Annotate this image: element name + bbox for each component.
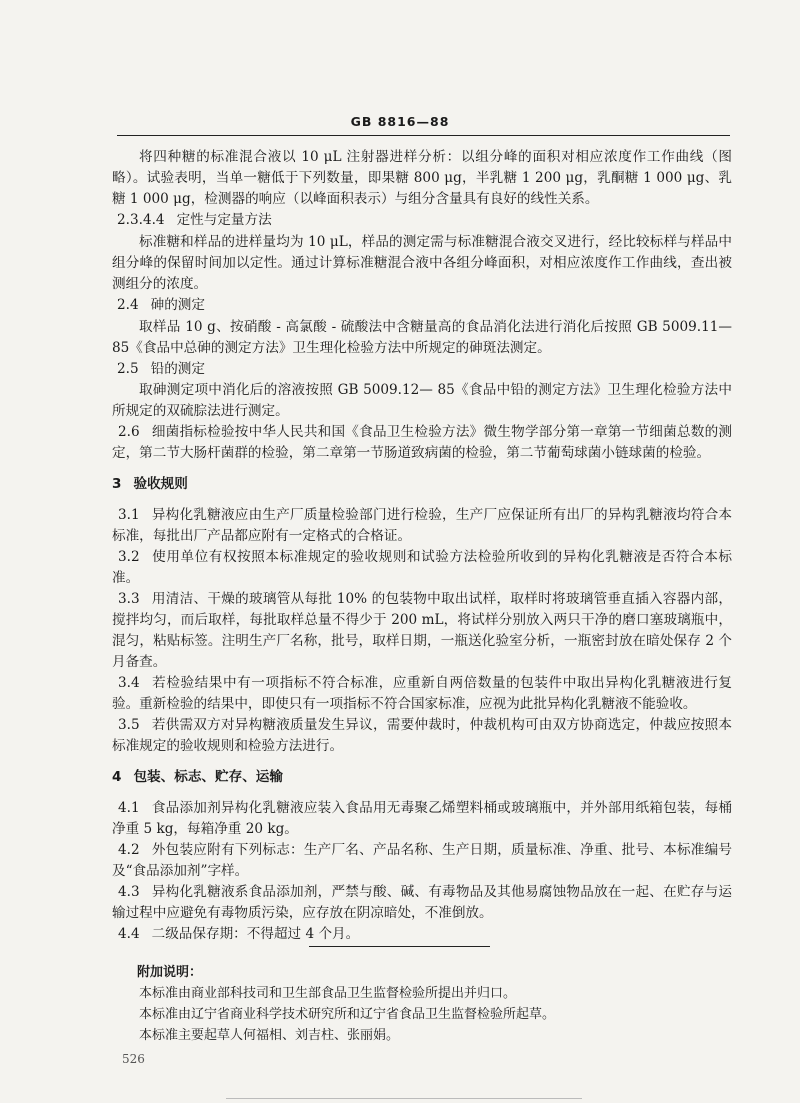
section-number: 2.4 bbox=[117, 297, 139, 313]
clause-number: 3.4 bbox=[118, 675, 140, 691]
paragraph-calibration: 将四种糖的标准混合液以 10 μL 注射器进样分析：以组分峰的面积对相应浓度作工作曲线（图略）。试验表明，当单一糖低于下列数量，即果糖 800 μg，半乳糖 1 200 μg，乳酮糖 1 000 μg、乳糖 1 000 μg，检测器的响应（以峰面积表示）与组分含量具有良好的线性关系。 bbox=[112, 149, 732, 207]
clause-text: 食品添加剂异构化乳糖液应装入食品用无毒聚乙烯塑料桶或玻璃瓶中，并外部用纸箱包装，每桶净重 5 kg，每箱净重 20 kg。 bbox=[112, 800, 732, 837]
note-line: 本标准由商业部科技司和卫生部食品卫生监督检验所提出并归口。 bbox=[139, 986, 517, 1001]
section-2-3-4-4 bbox=[117, 210, 727, 231]
clause-4-4 bbox=[112, 924, 732, 945]
clause-number: 4.1 bbox=[118, 800, 140, 816]
clause-number: 3.2 bbox=[118, 549, 140, 565]
note-line: 本标准由辽宁省商业科学技术研究所和辽宁省食品卫生监督检验所起草。 bbox=[139, 1007, 556, 1022]
footnote-rule bbox=[309, 946, 490, 947]
clause-number: 4.4 bbox=[118, 926, 140, 942]
clause-text: 二级品保存期：不得超过 4 个月。 bbox=[151, 926, 360, 942]
section-2-5 bbox=[117, 359, 727, 380]
clause-text: 用清洁、干燥的玻璃管从每批 10% 的包装物中取出试样，取样时将玻璃管垂直插入容器内部，搅拌均匀，而后取样，每批取样总量不得少于 200 mL，将试样分别放入两只干净的磨口塞玻璃瓶中，混匀，粘贴标签。注明生产厂名称，批号，取样日期，一瓶送化验室分析，一瓶密封放在暗处保存 2 个月备查。 bbox=[112, 591, 732, 670]
heading-section-3 bbox=[112, 474, 732, 495]
section-2-4 bbox=[117, 295, 727, 316]
clause-3-1 bbox=[112, 505, 732, 547]
clause-4-3 bbox=[112, 882, 732, 924]
clause-3-5 bbox=[112, 715, 732, 757]
heading-title: 验收规则 bbox=[133, 476, 188, 492]
clause-text: 异构化乳糖液系食品添加剂，严禁与酸、碱、有毒物品及其他易腐蚀物品放在一起、在贮存与运输过程中应避免有毒物质污染，应存放在阴凉暗处，不准倒放。 bbox=[112, 884, 732, 921]
notes-title: 附加说明： bbox=[137, 965, 203, 980]
clause-3-4 bbox=[112, 673, 732, 715]
standard-code-header: GB 8816—88 bbox=[350, 114, 450, 129]
clause-3-3 bbox=[112, 589, 732, 673]
paragraph-qualitative: 标准糖和样品的进样量均为 10 μL，样品的测定需与标准糖混合液交叉进行，经比较标样与样品中组分峰的保留时间加以定性。通过计算标准糖混合液中各组分峰面积，对相应浓度作工作曲线，查出被测组分的浓度。 bbox=[112, 234, 732, 292]
clause-text: 外包装应附有下列标志：生产厂名、产品名称、生产日期，质量标准、净重、批号、本标准编号及“食品添加剂”字样。 bbox=[112, 842, 732, 879]
clause-text: 若检验结果中有一项指标不符合标准，应重新自两倍数量的包装件中取出异构化乳糖液进行复验。重新检验的结果中，即使只有一项指标不符合国家标准，应视为此批异构化乳糖液不能验收。 bbox=[112, 675, 732, 712]
clause-text: 若供需双方对异构糖液质量发生异议，需要仲裁时，仲裁机构可由双方协商选定，仲裁应按照本标准规定的验收规则和检验方法进行。 bbox=[112, 717, 732, 754]
clause-number: 2.6 bbox=[118, 424, 140, 440]
clause-3-2 bbox=[112, 547, 732, 589]
heading-number: 3 bbox=[112, 476, 122, 492]
section-number: 2.3.4.4 bbox=[117, 212, 165, 228]
section-title: 铅的测定 bbox=[150, 361, 205, 377]
note-line: 本标准主要起草人何福相、刘吉柱、张丽娟。 bbox=[139, 1028, 400, 1043]
heading-section-4 bbox=[112, 767, 732, 788]
additional-notes bbox=[137, 962, 697, 1046]
section-title: 砷的测定 bbox=[150, 297, 205, 313]
clause-4-1 bbox=[112, 798, 732, 840]
clause-number: 3.3 bbox=[118, 591, 140, 607]
header-rule bbox=[117, 135, 730, 136]
clause-4-2 bbox=[112, 840, 732, 882]
bottom-scan-line bbox=[226, 1098, 582, 1099]
clause-text: 使用单位有权按照本标准规定的验收规则和试验方法检验所收到的异构化乳糖液是否符合本标准。 bbox=[112, 549, 732, 586]
clause-text: 细菌指标检验按中华人民共和国《食品卫生检验方法》微生物学部分第一章第一节细菌总数的测定，第二节大肠杆菌群的检验，第二章第一节肠道致病菌的检验，第二节葡萄球菌小链球菌的检验。 bbox=[112, 424, 732, 461]
clause-text: 异构化乳糖液应由生产厂质量检验部门进行检验，生产厂应保证所有出厂的异构乳糖液均符合本标准，每批出厂产品都应附有一定格式的合格证。 bbox=[112, 507, 732, 544]
clause-number: 4.3 bbox=[118, 884, 140, 900]
paragraph-arsenic: 取样品 10 g、按硝酸 - 高氯酸 - 硫酸法中含糖量高的食品消化法进行消化后按照 GB 5009.11— 85《食品中总砷的测定方法》卫生理化检验方法中所规定的砷斑法测定。 bbox=[112, 319, 732, 356]
clause-number: 4.2 bbox=[118, 842, 140, 858]
clause-number: 3.1 bbox=[118, 507, 140, 523]
heading-title: 包装、标志、贮存、运输 bbox=[133, 769, 283, 785]
paragraph-lead: 取砷测定项中消化后的溶液按照 GB 5009.12— 85《食品中铅的测定方法》卫生理化检验方法中所规定的双硫腙法进行测定。 bbox=[112, 382, 732, 419]
section-number: 2.5 bbox=[117, 361, 139, 377]
heading-number: 4 bbox=[112, 769, 122, 785]
section-title: 定性与定量方法 bbox=[176, 212, 272, 228]
clause-2-6 bbox=[112, 422, 732, 464]
page-number: 526 bbox=[122, 1052, 145, 1066]
clause-number: 3.5 bbox=[118, 717, 140, 733]
